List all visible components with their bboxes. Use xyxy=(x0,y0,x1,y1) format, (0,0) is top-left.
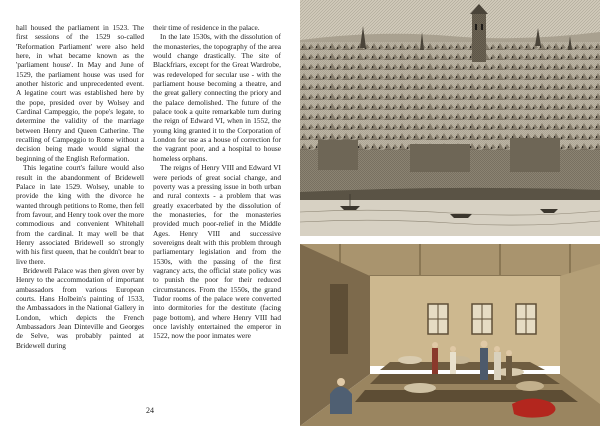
left-column xyxy=(16,23,144,350)
right-column xyxy=(153,23,281,341)
image-gap xyxy=(300,236,600,244)
paragraph: their time of residence in the palace. xyxy=(153,23,260,32)
cityscape-engraving-image xyxy=(300,0,600,236)
dormitory-interior-image xyxy=(300,244,600,426)
paragraph: The reigns of Henry VIII and Edward VI were periods of great social change, and poverty was a pressing issue in both urban and rural contexts - a problem that was greatly exacerbated by the dissolution of the monasteries, for the monasteries provided much poor-relief in the Middle Ages. Henry VIII and successive sovereigns dealt with this problem through parliamentary legislation and from the 1530s, with the passing of the first vagrancy acts, the official state policy was to punish the poor for their reduced circumstances. From the 1550s, the grand Tudor rooms of the palace were converted into dormitories for the destitute (facing page bottom), and where Henry VIII had once lavishly entertained the emperor in 1522, now the poor inmates were xyxy=(153,163,281,341)
image-page xyxy=(300,0,600,426)
paragraph: This legatine court's failure would also result in the abandonment of Bridewell Palace in late 1529. Wolsey, unable to provide the king with the divorce he wanted through petitions to Rome, then fell from favour, and Henry took over the more commodious and convenient Whitehall from the cardinal. It may well be that Henry associated Bridewell so strongly with his first queen, that he couldn't bear to live there. xyxy=(16,163,144,266)
page-number: 24 xyxy=(146,406,154,415)
paragraph: hall housed the parliament in 1523. The first sessions of the 1529 so-called 'Reformation Parliament' were also held here, in what became known as the 'parliament house'. In May and June of 1529, the parliament house was used for another historic and unprecedented event. A legatine court was established here by the pope, presided over by Wolsey and Cardinal Campeggio, the pope's legate, to determine the validity of the marriage between Henry and Queen Catherine. The recalling of Campeggio to Rome without a decision being made would signal the beginning of the English Reformation. xyxy=(16,23,144,163)
paragraph: In the late 1530s, with the dissolution of the monasteries, the topography of the area would change drastically. The site of Blackfriars, except for the Great Wardrobe, was redeveloped for secular use - with the parliament house becoming a theatre, and the great gallery connecting the priory and the palace demolished. The future of the palace took a quite remarkable turn during the reign of Edward VI, when in 1552, the young king granted it to the Corporation of London for use as a house of correction for the vagrant poor, and a hospital to house homeless orphans. xyxy=(153,32,281,163)
paragraph: Bridewell Palace was then given over by Henry to the accommodation of important ambassadors from various European courts. Hans Holbein's painting of 1533, the Ambassadors in the National Gallery in London, which depicts the French Ambassadors Jean Dinteville and Georges de Selve, was probably painted at Bridewell during xyxy=(16,265,144,350)
